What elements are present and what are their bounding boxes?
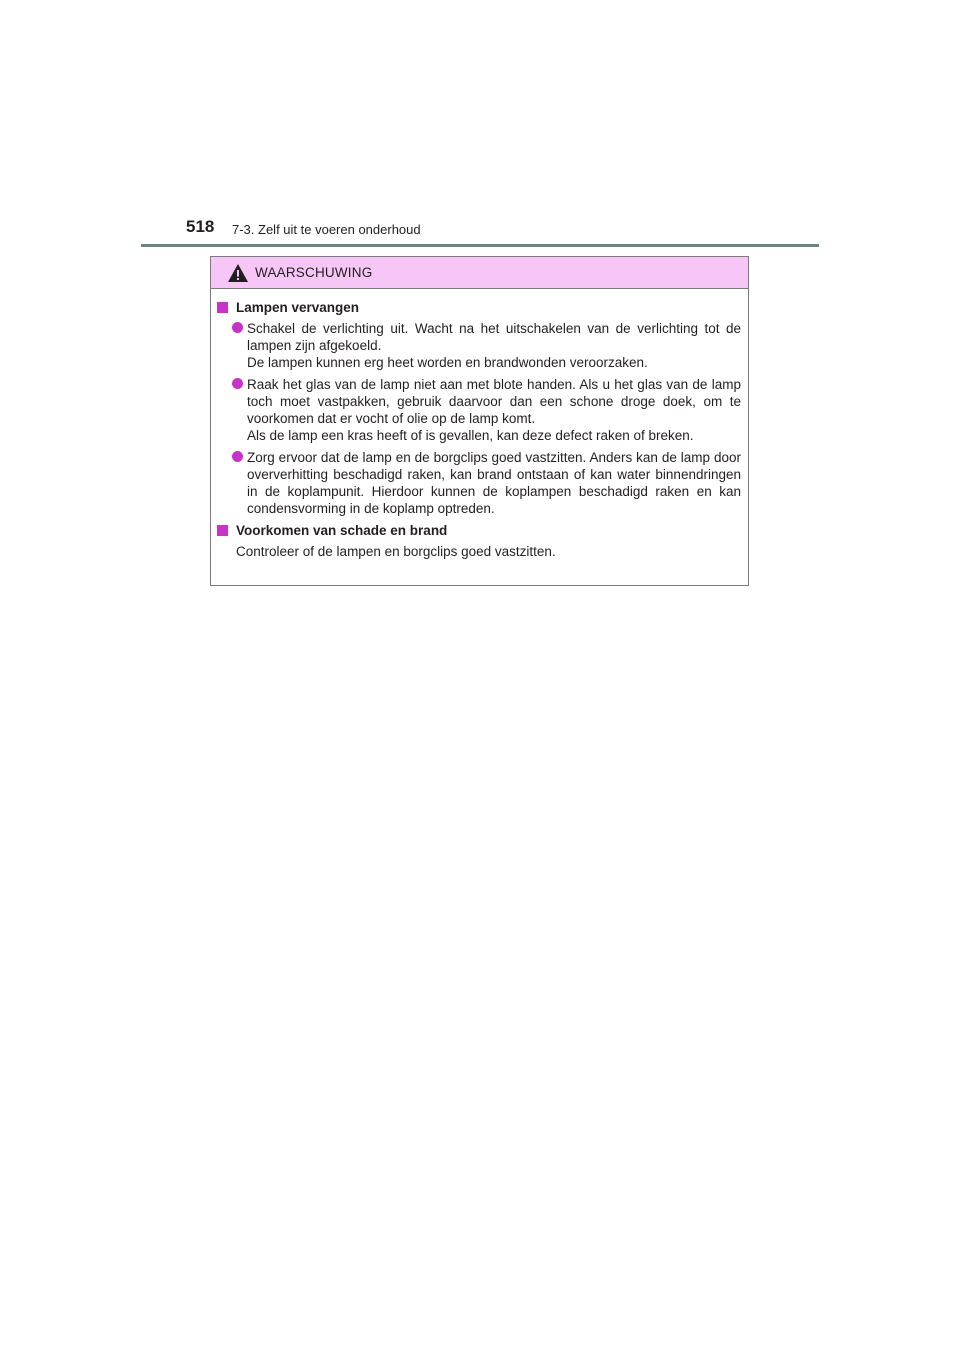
page-number: 518	[186, 217, 215, 236]
warning-header	[211, 257, 748, 289]
header-rule	[141, 244, 819, 247]
list-item-text: Raak het glas van de lamp niet aan met blote handen. Als u het glas van de lamp toch moet vastpakken, gebruik daarvoor dan een schone droge doek, om te voorkomen dat er vocht of olie op de lamp komt.	[247, 377, 741, 426]
section-voorkomen-schade	[217, 522, 741, 560]
list-item-text: Schakel de verlichting uit. Wacht na het uitschakelen van de verlichting tot de lampen zijn afgekoeld.	[247, 321, 741, 353]
list-item-text: Zorg ervoor dat de lamp en de borgclips goed vastzitten. Anders kan de lamp door oververhitting beschadigd raken, kan brand ontstaan of kan water binnendringen in de koplampunit. Hierdoor kunnen de koplampen beschadigd raken en kan condensvorming in de koplamp optreden.	[247, 450, 741, 516]
section-title: 7-3. Zelf uit te voeren onderhoud	[232, 222, 421, 237]
section-heading	[217, 299, 741, 316]
round-bullet-icon	[232, 322, 243, 333]
square-bullet-icon	[217, 525, 228, 536]
section-heading-text: Voorkomen van schade en brand	[236, 523, 448, 538]
square-bullet-icon	[217, 302, 228, 313]
section-heading	[217, 522, 741, 539]
section-heading-text: Lampen vervangen	[236, 300, 360, 315]
warning-box	[210, 256, 749, 586]
list-item-extra: Als de lamp een kras heeft of is gevallen, kan deze defect raken of breken.	[247, 428, 694, 443]
list-item	[217, 449, 741, 517]
round-bullet-icon	[232, 378, 243, 389]
section-text: Controleer of de lampen en borgclips goed vastzitten.	[236, 544, 556, 559]
round-bullet-icon	[232, 451, 243, 462]
section-lampen-vervangen	[217, 299, 741, 517]
list-item-extra: De lampen kunnen erg heet worden en brandwonden veroorzaken.	[247, 355, 648, 370]
list-item	[217, 320, 741, 371]
warning-triangle-icon	[227, 263, 249, 283]
list-item	[217, 376, 741, 444]
warning-title: WAARSCHUWING	[255, 265, 373, 280]
warning-body	[211, 289, 748, 560]
